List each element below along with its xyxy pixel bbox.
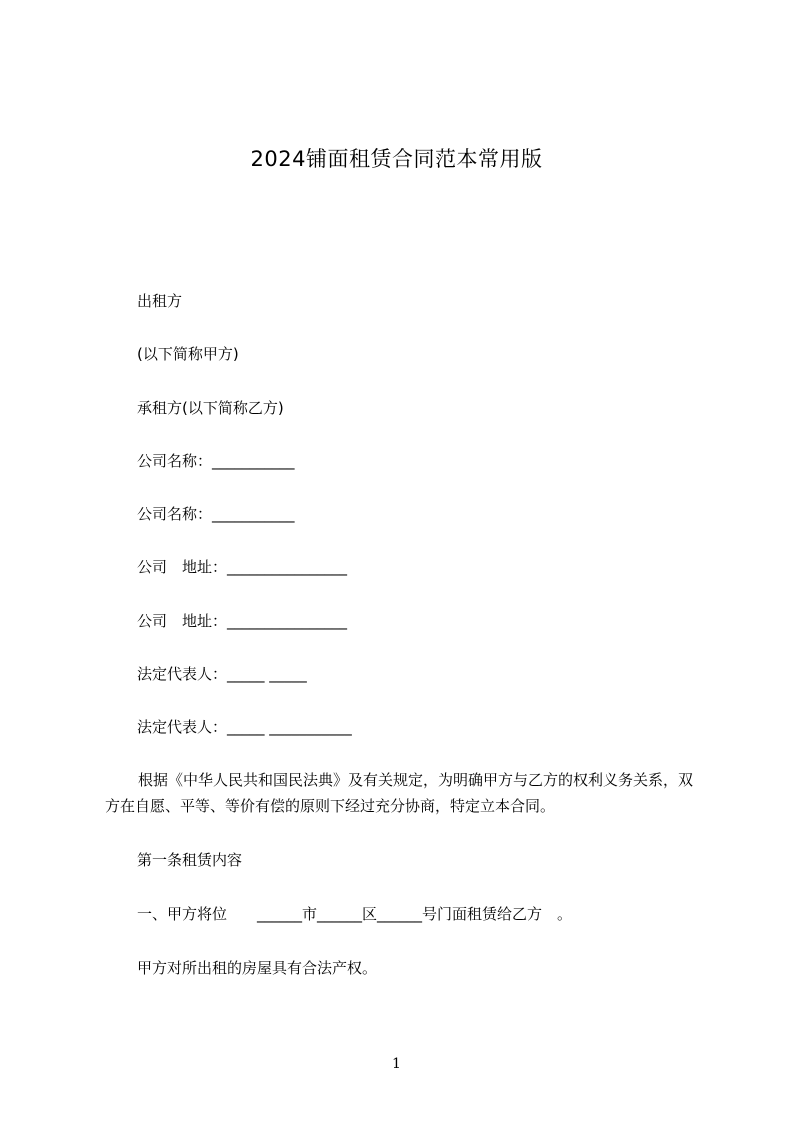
article-1-item-1: 一、甲方将位 ______市______区______号门面租赁给乙方 。: [137, 905, 573, 923]
company-name-line-2: 公司名称：___________: [137, 505, 295, 523]
legal-rep-line-1: 法定代表人：_____ _____: [137, 665, 307, 683]
preamble-paragraph: [105, 767, 695, 819]
company-name-line-1: 公司名称：___________: [137, 452, 295, 470]
page-number: 1: [392, 1056, 401, 1072]
preamble-text: 根据《中华人民共和国民法典》及有关规定，为明确甲方与乙方的权利义务关系，双方在自愿、平等、等价有偿的原则下经过充分协商，特定立本合同。: [105, 771, 694, 815]
article-1-heading: 第一条租赁内容: [137, 851, 243, 869]
legal-rep-line-2: 法定代表人：_____ ___________: [137, 718, 352, 736]
article-1-property-line: 甲方对所出租的房屋具有合法产权。: [137, 959, 378, 977]
lessor-note-line: (以下简称甲方): [137, 345, 239, 363]
company-address-line-2: 公司 地址：________________: [137, 612, 348, 630]
document-title: 2024铺面租赁合同范本常用版: [250, 147, 543, 171]
lessee-line: 承租方(以下简称乙方): [137, 399, 284, 417]
company-address-line-1: 公司 地址：________________: [137, 558, 348, 576]
lessor-line: 出租方: [137, 292, 183, 310]
